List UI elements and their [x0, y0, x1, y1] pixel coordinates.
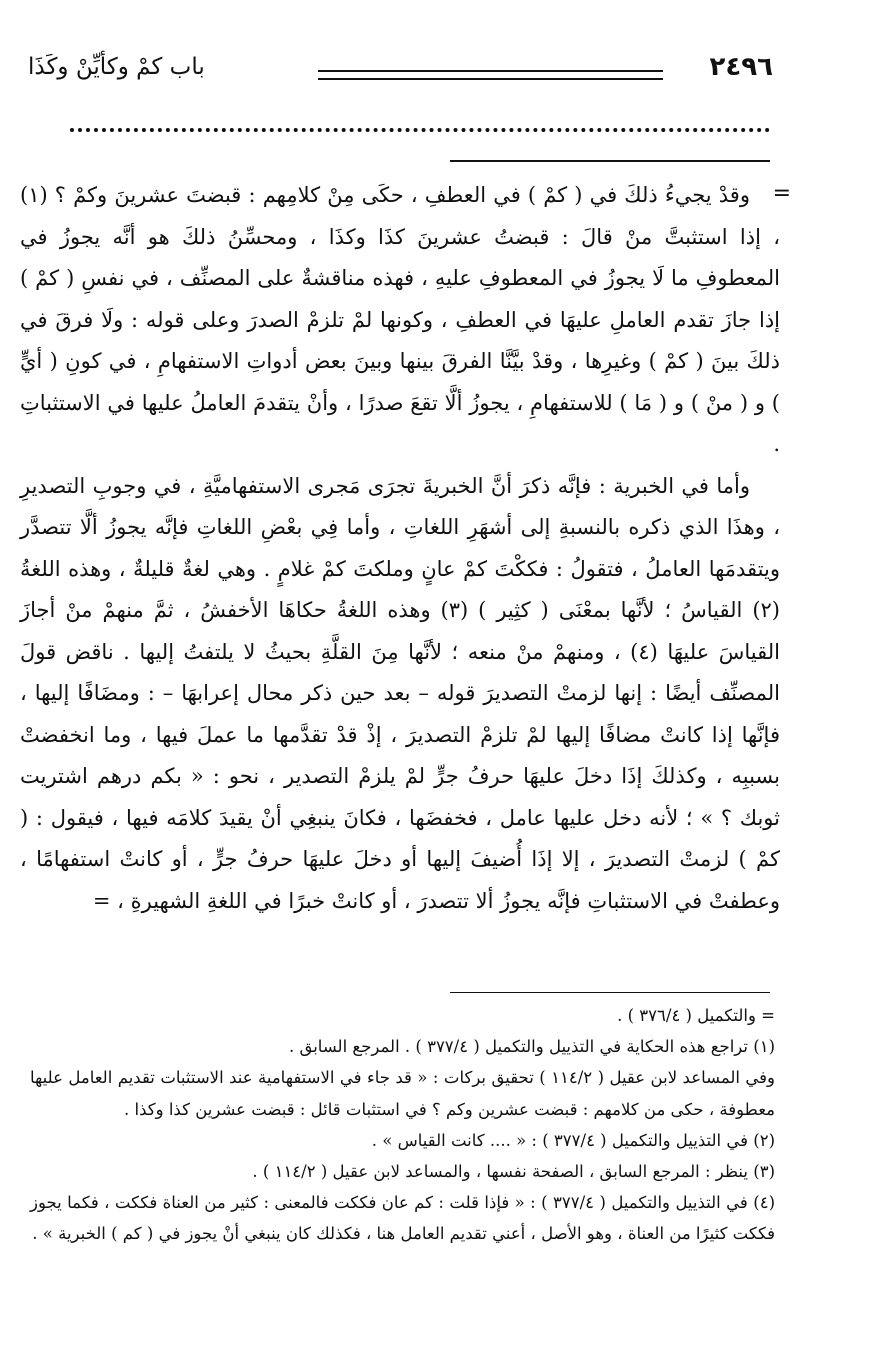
footnote: (٢) في التذييل والتكميل ( ٣٧٧/٤ ) : « .... كانت القياس » . [371, 1130, 775, 1150]
footnote: (٣) ينظر : المرجع السابق ، الصفحة نفسها ، والمساعد لابن عقيل ( ١١٤/٢ ) . [252, 1162, 775, 1182]
paragraph: وقدْ يجيءُ ذلكَ في ( كمْ ) في العطفِ ، حكَى مِنْ كلامِهم : قبضتَ عشرينَ وكمْ ؟ (١) ، إذا استثبتَّ منْ قالَ : قبضتُ عشرينَ كذَا وكذَا ، ومحسِّنُ ذلكَ هو أنَّه يجوزُ في المعطوفِ ما لَا يجوزُ في المعطوفِ عليهِ ، فهذه مناقشةٌ على المصنِّف ، في نفسِ ( كمْ ) إذا جازَ تقدم العاملِ عليهَا في العطفِ ، وكونها لمْ تلزمْ الصدرَ وعلى قوله : ولَا فرقَ في ذلكَ بينَ ( كمْ ) وغيرِها ، وقدْ بيَّنَّا الفرقَ بينها وبينَ بعض أدواتِ الاستفهامِ ، في كونِ ( أيٍّ ) و ( منْ ) و ( مَا ) للاستفهامِ ، يجوزُ ألَّا تقعَ صدرًا ، وأنْ يتقدمَ العاملُ عليها في الاستثباتِ . [20, 183, 780, 456]
chapter-title: باب كمْ وكأيِّنْ وكَذَا [28, 54, 205, 80]
footnote-rule [450, 992, 770, 993]
footnote: (٤) في التذييل والتكميل ( ٣٧٧/٤ ) : « فإذا قلت : كم عان فككت فالمعنى : كثير من العناة فككت ، فكما يجوز فككت كثيرًا من العناة ، وهو الأصل ، أعني تقديم العامل هنا ، فكذلك كان ينبغي أنْ يجوز في ( كم ) الخبرية » . [30, 1193, 775, 1244]
running-header [28, 52, 773, 92]
footnote: = والتكميل ( ٣٧٦/٤ ) . [617, 1006, 775, 1025]
header-rule [318, 70, 663, 80]
paragraph: وأما في الخبرية : فإنَّه ذكرَ أنَّ الخبريةَ تجرَى مَجرى الاستفهاميَّةِ ، في وجوبِ التصديرِ ، وهذَا الذي ذكره بالنسبةِ إلى أشهَرِ اللغاتِ ، وأما فِي بعْضِ اللغاتِ فإنَّه يجوزُ ألَّا تتصدَّر ويتقدمَها العاملُ ، فتقولُ : فككْتَ كمْ عانٍ وملكتَ كمْ غلامٍ . وهي لغةٌ قليلةٌ ، وهذه اللغةُ (٢) القياسُ ؛ لأنَّها بمعْنَى ( كثِير ) (٣) وهذه اللغةُ حكاهَا الأخفشُ ، ثمَّ منهمْ منْ أجازَ القياسَ عليهَا (٤) ، ومنهمْ منْ منعه ؛ لأنَّها مِنَ القلَّةِ بحيثُ لا يلتفتُ إليها . ناقض قولَ المصنِّف أيضًا : إنها لزمتْ التصديرَ قوله – بعد حين ذكر محال إعرابهَا – : ومضَافًا إليها ، فإنَّها إذا كانتْ مضافًا إليها لمْ تلزمْ التصديرَ ، إذْ قدْ تقدَّمها ما عملَ فيها ، وما انخفضتْ بسببِه ، وكذلكَ إذَا دخلَ عليهَا حرفُ جرٍّ لمْ يلزمْ التصدير ، نحو : « بكم درهم اشتريت ثوبك ؟ » ؛ لأنه دخل عليها عامل ، فخفضَها ، فكانَ ينبغِي أنْ يقيدَ كلامَه فيها ، فيقول : ( كمْ ) لزمتْ التصديرَ ، إلا إذَا أُضيفَ إليها أو دخلَ عليهَا حرفُ جرٍّ ، أو كانتْ استفهامًا ، وعطفتْ في الاستثباتِ فإنَّه يجوزُ ألا تتصدرَ ، أو كانتْ خبرًا في اللغةِ الشهيرةِ ، = [20, 473, 780, 913]
footnotes [30, 1000, 775, 1250]
footnote: وفي المساعد لابن عقيل ( ١١٤/٢ ) تحقيق بركات : « قد جاء في الاستفهامية عند الاستثبات تقديم العامل عليها معطوفة ، حكى من كلامهم : قبضت عشرين وكم ؟ في استثبات قائل : قبضت عشرين كذا وكذا . [30, 1068, 776, 1119]
main-text [20, 175, 780, 922]
footnote: (١) تراجع هذه الحكاية في التذييل والتكميل ( ٣٧٧/٤ ) . المرجع السابق . [288, 1037, 775, 1057]
dotted-separator [70, 128, 770, 142]
continuation-rule [450, 160, 770, 162]
page-number: ٢٤٩٦ [709, 52, 773, 82]
continuation-mark-top: = [772, 181, 791, 206]
